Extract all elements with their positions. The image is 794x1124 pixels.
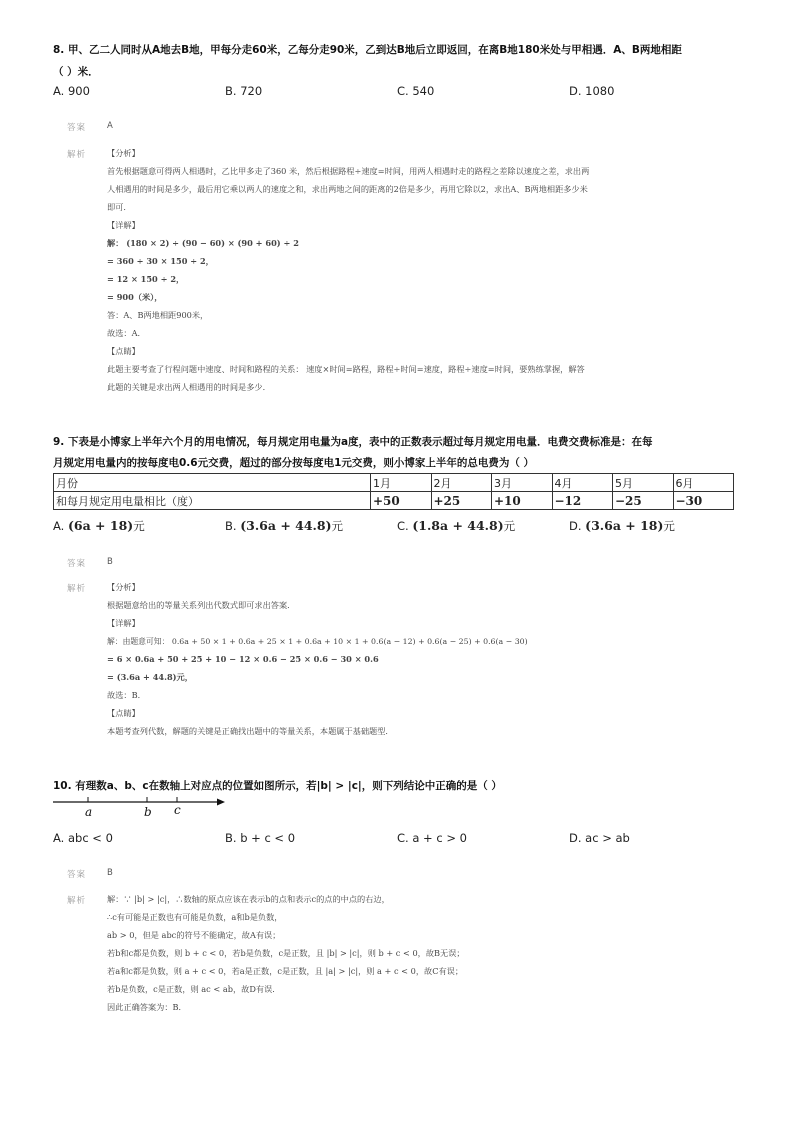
q9-option-d — [569, 518, 675, 534]
axis-label-c: c — [174, 803, 181, 817]
q10-option-a: A. abc < 0 — [53, 831, 113, 845]
table-cell: −25 — [613, 492, 674, 510]
table-cell: +10 — [492, 492, 553, 510]
q8-solution-line: 【点睛】 — [107, 346, 140, 356]
option-letter: B. — [225, 519, 237, 533]
q8-option-a: A. 900 — [53, 84, 90, 98]
table-header-cell: 2月 — [431, 474, 492, 492]
q9-answer-value: B — [107, 557, 113, 567]
q9-solution-line: 根据题意给出的等量关系列出代数式即可求出答案． — [107, 600, 296, 610]
q10-solution-line: 若a和c都是负数，则 a + c < 0，若a是正数，c是正数，且 |a| > |c|，则 a + c < 0，故C有误； — [107, 966, 464, 976]
q8-solution-line: = 360 ÷ 30 × 150 ÷ 2， — [107, 256, 214, 266]
table-header-cell: 月份 — [54, 474, 371, 492]
q8-option-c: C. 540 — [397, 84, 435, 98]
q10-solution-line: 若b是负数，c是正数，则 ac < ab，故D有误． — [107, 984, 281, 994]
arrow-right-icon — [217, 799, 225, 806]
q9-solution-line: 【详解】 — [107, 618, 140, 628]
q8-solution-line: 故选：A． — [107, 328, 146, 338]
q9-option-c — [397, 518, 515, 534]
option-unit: 元 — [133, 519, 145, 533]
table-header-cell: 3月 — [492, 474, 553, 492]
q10-answer-value: B — [107, 868, 113, 878]
number-line-figure — [53, 794, 233, 824]
q10-option-b: B. b + c < 0 — [225, 831, 296, 845]
q10-solution-line: ab > 0，但是 abc的符号不能确定，故A有误； — [107, 930, 281, 940]
q8-solution-line: 答：A、B两地相距900米， — [107, 310, 209, 320]
table-row — [54, 492, 734, 510]
table-header-cell: 5月 — [613, 474, 674, 492]
table-header-cell: 1月 — [371, 474, 432, 492]
q9-solution-line: 本题考查列代数，解题的关键是正确找出题中的等量关系，本题属于基础题型． — [107, 726, 394, 736]
q9-solution-line: 【分析】 — [107, 582, 140, 592]
table-row-label: 和每月规定用电量相比（度） — [54, 492, 371, 510]
q8-solution-line: = 900（米）， — [107, 292, 163, 302]
q9-solution-line: 故选：B． — [107, 690, 146, 700]
q9-option-a — [53, 518, 145, 534]
table-cell: +25 — [431, 492, 492, 510]
q8-option-b: B. 720 — [225, 84, 263, 98]
q8-solution-line: 即可． — [107, 202, 132, 212]
option-letter: A. — [53, 519, 65, 533]
axis-label-b: b — [144, 805, 152, 819]
q8-solution-line: 【分析】 — [107, 148, 140, 158]
electricity-usage-table — [53, 473, 734, 510]
q9-option-b — [225, 518, 343, 534]
table-header-cell: 6月 — [673, 474, 734, 492]
q8-solution-line: 此题主要考查了行程问题中速度、时间和路程的关系： 速度×时间=路程，路程÷时间=速度，路程÷速度=时间，要熟练掌握，解答 — [107, 364, 585, 374]
q8-stem-line2: （ ）米． — [53, 66, 99, 78]
q10-answer-label: 答案 — [67, 870, 87, 880]
q9-stem-line2: 月规定用电量内的按每度电0.6元交费，超过的部分按每度电1元交费，则小博家上半年的总电费为（ ） — [53, 457, 535, 469]
q10-analysis-label: 解析 — [67, 896, 87, 906]
q10-option-d: D. ac > ab — [569, 831, 630, 845]
option-letter: C. — [397, 519, 409, 533]
option-expression: (6a + 18) — [67, 518, 134, 533]
q9-stem-line1: 9. 下表是小博家上半年六个月的用电情况，每月规定用电量为a度，表中的正数表示超过每月规定用电量．电费交费标准是：在每 — [53, 436, 653, 448]
table-cell: +50 — [371, 492, 432, 510]
option-expression: (3.6a + 18) — [585, 518, 664, 533]
q8-answer-value: A — [107, 121, 113, 131]
q8-solution-line: 首先根据题意可得两人相遇时，乙比甲多走了360 米，然后根据路程÷速度=时间，用两人相遇时走的路程之差除以速度之差，求出两 — [107, 166, 590, 176]
table-cell: −30 — [673, 492, 734, 510]
q8-solution-line: 人相遇用的时间是多少，最后用它乘以两人的速度之和，求出两地之间的距离的2倍是多少，再用它除以2，求出A、B两地相距多少米 — [107, 184, 588, 194]
q9-answer-label: 答案 — [67, 559, 87, 569]
q8-solution-line: 【详解】 — [107, 220, 140, 230]
q9-solution-line: 【点睛】 — [107, 708, 140, 718]
q8-answer-label: 答案 — [67, 123, 87, 133]
table-cell: −12 — [552, 492, 613, 510]
option-unit: 元 — [331, 519, 343, 533]
option-unit: 元 — [503, 519, 516, 533]
q10-solution-line: 因此正确答案为：B． — [107, 1002, 187, 1012]
option-unit: 元 — [663, 519, 675, 533]
q10-option-c: C. a + c > 0 — [397, 831, 467, 845]
q10-solution-line: 解：∵ |b| > |c|，∴数轴的原点应该在表示b的点和表示c的点的中点的右边， — [107, 894, 390, 904]
axis-label-a: a — [85, 805, 93, 819]
q8-stem-line1: 8. 甲、乙二人同时从A地去B地，甲每分走60米，乙每分走90米，乙到达B地后立即返回，在离B地180米处与甲相遇．A、B两地相距 — [53, 44, 682, 56]
q9-solution-line: 解：由题意可知： 0.6a + 50 × 1 + 0.6a + 25 × 1 + 0.6a + 10 × 1 + 0.6(a − 12) + 0.6(a − 25) + 0.6(a − 30) — [107, 637, 528, 646]
q8-analysis-label: 解析 — [67, 150, 87, 160]
q10-stem-line1: 10. 有理数a、b、c在数轴上对应点的位置如图所示，若|b| > |c|，则下列结论中正确的是（ ） — [53, 780, 502, 792]
q9-solution-line: = (3.6a + 44.8)元， — [107, 672, 193, 682]
option-expression: (1.8a + 44.8) — [412, 518, 504, 533]
table-row — [54, 474, 734, 492]
option-expression: (3.6a + 44.8) — [240, 518, 332, 533]
q10-solution-line: ∴c有可能是正数也有可能是负数，a和b是负数， — [107, 912, 283, 922]
q8-solution-line: = 12 × 150 ÷ 2， — [107, 274, 185, 284]
q10-solution-line: 若b和c都是负数，则 b + c < 0，若b是负数，c是正数，且 |b| > |c|，则 b + c < 0，故B无误； — [107, 948, 465, 958]
q8-solution-line: 此题的关键是求出两人相遇用的时间是多少． — [107, 382, 271, 392]
option-letter: D. — [569, 519, 582, 533]
q8-solution-line: 解： (180 × 2) ÷ (90 − 60) × (90 + 60) ÷ 2 — [107, 238, 299, 248]
q9-analysis-label: 解析 — [67, 584, 87, 594]
q9-solution-line: = 6 × 0.6a + 50 + 25 + 10 − 12 × 0.6 − 25 × 0.6 − 30 × 0.6 — [107, 654, 379, 664]
table-header-cell: 4月 — [552, 474, 613, 492]
q8-option-d: D. 1080 — [569, 84, 615, 98]
